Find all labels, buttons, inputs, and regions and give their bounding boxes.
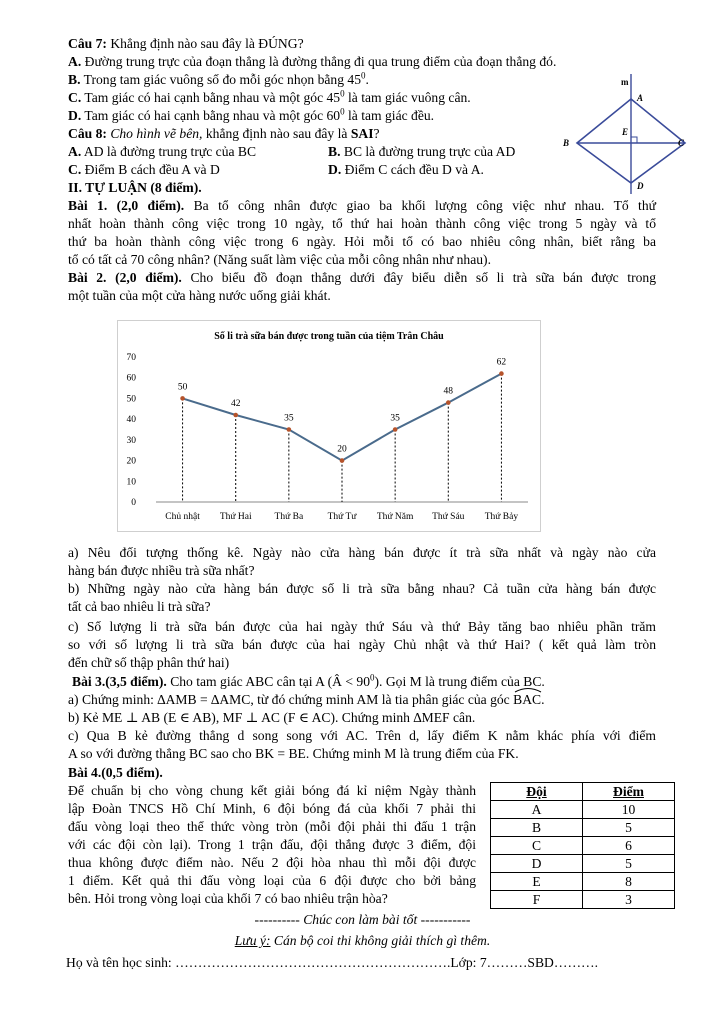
- bai3-a-text: a) Chứng minh: ∆AMB = ∆AMC, từ đó chứng minh AM là tia phân giác của góc: [68, 692, 510, 707]
- q8-prompt-italic: Cho hình vẽ bên,: [110, 126, 203, 141]
- bai4-title: Bài 4.(0,5 điểm).: [68, 765, 163, 780]
- bai2-qc-line3: đến chữ số thập phân thứ hai): [68, 655, 230, 670]
- bai4-line6: 1 điểm. Kết quả thi đấu vòng loại của 6 đội được cho bởi bảng: [68, 873, 476, 888]
- score-table: [490, 782, 675, 909]
- data-point: [499, 371, 504, 376]
- bai2-qb-line1: b) Những ngày nào cửa hàng bán được số li trà sữa bằng nhau? Cả tuần cửa hàng bán được: [68, 581, 656, 596]
- table-row: [491, 801, 675, 819]
- q8-option-a: [68, 143, 256, 161]
- x-tick-label: Thứ Năm: [376, 512, 414, 522]
- points-cell: 6: [583, 837, 675, 855]
- degree-sup: 0: [361, 70, 366, 81]
- bai3-b: b) Kẻ ME ⊥ AB (E ∈ AB), MF ⊥ AC (F ∈ AC). Chứng minh ∆MEF cân.: [68, 710, 476, 725]
- q7-a-text: Đường trung trực của đoạn thẳng là đường thẳng đi qua trung điểm của đoạn thẳng đó.: [84, 54, 557, 69]
- note-text: Cán bộ coi thi không giải thích gì thêm.: [273, 933, 491, 948]
- q7-option-d: [68, 107, 434, 125]
- points-cell: 3: [583, 891, 675, 909]
- bai2-qa-line2: hàng bán được nhiều trà sữa nhất?: [68, 563, 255, 578]
- data-label: 42: [230, 399, 241, 409]
- x-tick-label: Thứ Bảy: [484, 512, 519, 522]
- q8-c-key: C.: [68, 162, 82, 177]
- bai3-title: Bài 3.(3,5 điểm).: [72, 674, 167, 689]
- q8-prompt: khẳng định nào sau đây là: [205, 126, 348, 141]
- bai3-c-line2: A so với đường thẳng BC sao cho BK = BE. Chứng minh M là trung điểm của FK.: [68, 746, 519, 761]
- note: [0, 933, 725, 949]
- degree-sup: 0: [340, 88, 345, 99]
- table-header-team: Đội: [491, 783, 583, 801]
- x-tick-label: Chủ nhật: [165, 512, 200, 522]
- q8-c-text: Điểm B cách đều A và D: [84, 162, 220, 177]
- data-point: [393, 427, 398, 432]
- table-header-points: Điểm: [583, 783, 675, 801]
- q7-option-a: [68, 53, 556, 71]
- bai4-line4: với các đội còn lại). Trong 1 trận đấu, đội thắng được 3 điểm, đội: [68, 837, 476, 852]
- bai4-line3: đấu vòng loại theo thể thức vòng tròn (mỗi đội phải thi đấu 1 trận: [68, 819, 476, 834]
- points-cell: 5: [583, 819, 675, 837]
- q8-d-text: Điểm C cách đều D và A.: [344, 162, 484, 177]
- bai2-qc-line1: c) Số lượng li trà sữa bán được của hai ngày thứ Sáu và thứ Bảy tăng bao nhiêu phần trăm: [68, 619, 656, 634]
- y-tick-label: 40: [126, 415, 136, 426]
- bai1-title: Bài 1. (2,0 điểm).: [68, 198, 185, 213]
- team-cell: E: [491, 873, 583, 891]
- label-c: C: [678, 138, 685, 148]
- label-b: B: [563, 138, 570, 148]
- y-tick-label: 30: [126, 435, 136, 446]
- q7-b-text: Trong tam giác vuông số đo mỗi góc nhọn bằng 45: [83, 72, 362, 87]
- q7-prompt: Khẳng định nào sau đây là ĐÚNG?: [110, 36, 304, 51]
- data-label: 35: [284, 413, 294, 424]
- data-label: 20: [337, 444, 347, 455]
- table-row: [491, 873, 675, 891]
- q8-a-text: AD là đường trung trực của BC: [83, 144, 257, 159]
- closing-wish: ---------- Chúc con làm bài tốt -----------: [254, 912, 471, 927]
- data-label: 35: [390, 413, 400, 424]
- q8-option-b: [328, 143, 515, 161]
- label-a: A: [637, 93, 644, 103]
- note-label: Lưu ý:: [234, 933, 271, 948]
- q8-b-key: B.: [328, 144, 341, 159]
- bai1-line4: tổ có tất cả 70 công nhân? (Năng suất làm việc của mỗi công nhân như nhau).: [68, 252, 491, 267]
- x-tick-label: Thứ Tư: [327, 512, 357, 522]
- team-cell: F: [491, 891, 583, 909]
- data-point: [180, 396, 185, 401]
- bai4-line5: thua không được điểm nào. Nếu 2 đội hòa nhau thì mỗi đội được: [68, 855, 476, 870]
- line-chart: [118, 321, 540, 531]
- x-tick-label: Thứ Hai: [219, 512, 252, 522]
- q8-b-text: BC là đường trung trực của AD: [343, 144, 516, 159]
- q7-a-key: A.: [68, 54, 82, 69]
- y-tick-label: 50: [126, 394, 136, 405]
- bai4-line2: lập Đoàn TNCS Hồ Chí Minh, 6 đội bóng đá của khối 7 phải thi: [68, 801, 476, 816]
- q8-prompt-bold: SAI: [350, 126, 374, 141]
- points-cell: 8: [583, 873, 675, 891]
- q7-c-text: Tam giác có hai cạnh bằng nhau và một góc 45: [84, 90, 341, 105]
- y-tick-label: 10: [126, 477, 136, 488]
- y-tick-label: 0: [131, 498, 136, 508]
- points-cell: 5: [583, 855, 675, 873]
- q7-c-text-end: là tam giác vuông cân.: [348, 90, 471, 105]
- q8-option-d: [328, 161, 484, 179]
- bai1-line3: thứ ba hoàn thành công việc trong 6 ngày. Hỏi mỗi tổ có bao nhiêu công nhân, biết rằng ba: [68, 234, 656, 249]
- q8-d-key: D.: [328, 162, 342, 177]
- student-info-line: Họ và tên học sinh: …………………………………………………….Lớp: 7………SBD……….: [66, 955, 599, 970]
- data-label: 48: [443, 386, 454, 397]
- bai2-qb-line2: tất cả bao nhiêu li trà sữa?: [68, 599, 211, 614]
- q8-title: Câu 8:: [68, 126, 107, 141]
- bai3-c-line1: c) Qua B kẻ đường thẳng d song song với AC. Trên d, lấy điểm K nằm khác phía với điểm: [68, 728, 656, 743]
- angle-bac: [513, 691, 541, 709]
- bai2-title: Bài 2. (2,0 điểm).: [68, 270, 182, 285]
- q7-heading: [68, 35, 304, 53]
- bai2-qa-line1: a) Nêu đối tượng thống kê. Ngày nào cửa hàng bán được ít trà sữa nhất và ngày nào cửa: [68, 545, 656, 560]
- data-point: [340, 458, 345, 463]
- angle-hat-icon: [513, 687, 543, 693]
- q8-question-mark: ?: [373, 126, 380, 141]
- bai3-text1-end: ). Gọi M là trung điểm của BC.: [374, 674, 545, 689]
- q7-title: Câu 7:: [68, 36, 107, 51]
- y-tick-label: 70: [126, 353, 136, 363]
- table-row: [491, 837, 675, 855]
- y-tick-label: 60: [126, 373, 136, 384]
- table-row: [491, 819, 675, 837]
- q8-a-key: A.: [68, 144, 82, 159]
- bai3-text1: Cho tam giác ABC cân tại A (Â < 90: [170, 674, 371, 689]
- bai2-text1: Cho biểu đồ đoạn thẳng dưới đây biểu diễn số li trà sữa bán được trong: [190, 270, 657, 285]
- right-angle-mark: [631, 137, 637, 143]
- label-m: m: [621, 77, 629, 87]
- x-tick-label: Thứ Sáu: [432, 512, 465, 522]
- table-header-row: [491, 783, 675, 801]
- bai2-qc-line2: so với số lượng li trà sữa bán được của hai ngày Chủ nhật và thứ Hai? ( kết quả làm tròn: [68, 637, 656, 652]
- chart-title: Số li trà sữa bán được trong tuần của tiệm Trân Châu: [214, 331, 444, 342]
- data-point: [233, 413, 238, 418]
- team-cell: B: [491, 819, 583, 837]
- bai1-line2: nhất hoàn thành công việc trong 10 ngày, tổ thứ hai hoàn thành công việc trong 5 ngày và tổ: [68, 216, 656, 231]
- q8-heading: [68, 125, 380, 143]
- q7-c-key: C.: [68, 90, 82, 105]
- bai3-a-end: .: [541, 692, 545, 707]
- bai3-line1: [72, 673, 545, 691]
- q7-d-text-end: là tam giác đều.: [348, 108, 435, 123]
- team-cell: D: [491, 855, 583, 873]
- team-cell: A: [491, 801, 583, 819]
- label-e: E: [622, 127, 629, 137]
- geometry-figure: [560, 72, 690, 196]
- team-cell: C: [491, 837, 583, 855]
- y-tick-label: 20: [126, 456, 136, 467]
- angle-bac-text: BAC: [513, 692, 542, 707]
- q7-d-text: Tam giác có hai cạnh bằng nhau và một góc 60: [84, 108, 341, 123]
- q8-option-c: [68, 161, 220, 179]
- x-tick-label: Thứ Ba: [274, 512, 304, 522]
- degree-sup: 0: [340, 106, 345, 117]
- q7-option-b: B. Trong tam giác vuông số đo mỗi góc nhọn bằng $45^0$.: [68, 70, 369, 87]
- points-cell: 10: [583, 801, 675, 819]
- data-label: 62: [496, 357, 507, 368]
- bai1-line1: [68, 197, 656, 215]
- data-label: 50: [177, 382, 188, 393]
- q7-d-key: D.: [68, 108, 82, 123]
- line-chart-container: [117, 320, 541, 532]
- bai2-line2: một tuần của một cửa hàng nước uống giải khát.: [68, 288, 331, 303]
- part2-heading: II. TỰ LUẬN (8 điểm).: [68, 180, 202, 195]
- bai4-line7: bên. Hỏi trong vòng loại của khối 7 có bao nhiêu trận hòa?: [68, 891, 388, 906]
- bai1-text1: Ba tổ công nhân được giao ba khối lượng công việc như nhau. Tổ thứ: [193, 198, 657, 213]
- q7-option-c: [68, 89, 471, 107]
- table-row: [491, 891, 675, 909]
- q7-b-key: B.: [68, 72, 81, 87]
- label-d: D: [637, 181, 644, 191]
- data-point: [446, 400, 451, 405]
- table-row: [491, 855, 675, 873]
- bai2-line1: [68, 269, 656, 287]
- bai3-a: [68, 691, 544, 709]
- degree-sup: 0: [370, 672, 375, 683]
- data-point: [287, 427, 292, 432]
- bai4-line1: Để chuẩn bị cho vòng chung kết giải bóng đá kỉ niệm Ngày thành: [68, 783, 476, 798]
